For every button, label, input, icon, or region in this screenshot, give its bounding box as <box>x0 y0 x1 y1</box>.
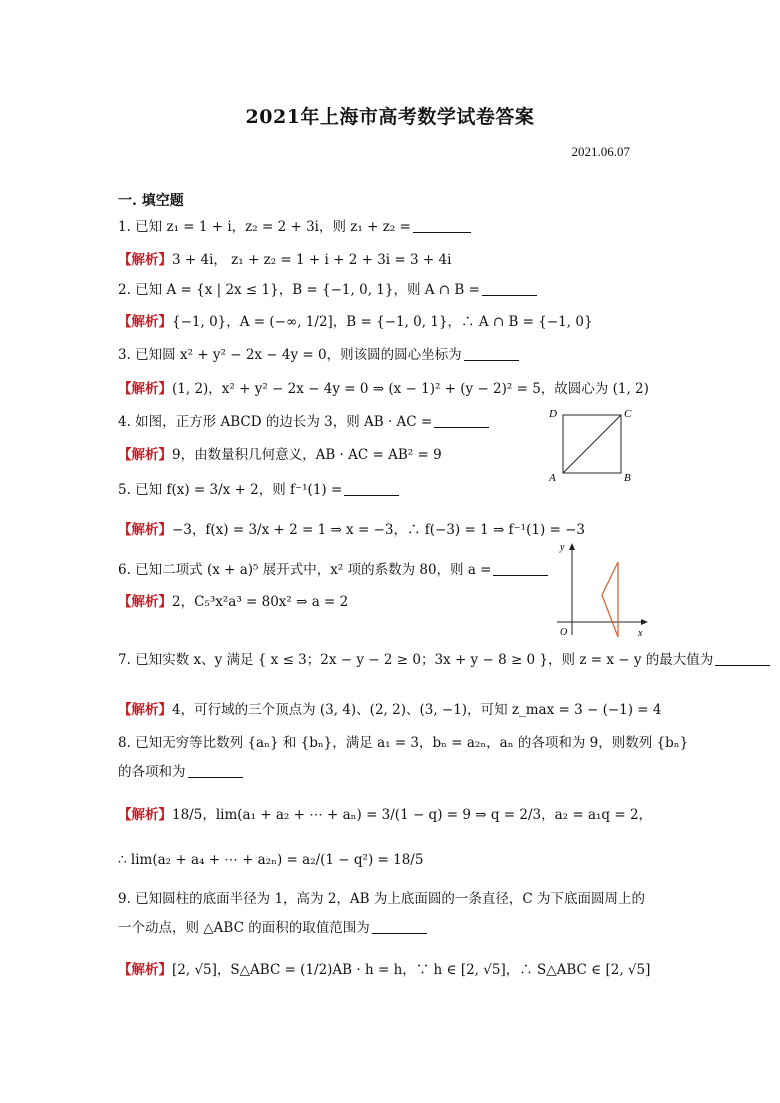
label-c: C <box>624 408 632 420</box>
feasible-region-figure <box>552 540 652 640</box>
answer-3: 【解析】(1, 2)，x² + y² − 2x − 4y = 0 ⇒ (x − 1)² + (y − 2)² = 5，故圆心为 (1, 2) <box>118 381 649 397</box>
question-3: 3. 已知圆 x² + y² − 2x − 4y = 0，则该圆的圆心坐标为 <box>118 345 519 365</box>
question-2: 2. 已知 A = {x | 2x ≤ 1}，B = {−1, 0, 1}，则 A ∩ B = <box>118 280 537 300</box>
page-title: 2021年上海市高考数学试卷答案 <box>245 106 535 128</box>
origin-label: O <box>560 627 568 638</box>
answer-1: 【解析】3 + 4i， z₁ + z₂ = 1 + i + 2 + 3i = 3 + 4i <box>118 252 452 268</box>
diagonal-line <box>563 415 621 473</box>
label-b: B <box>624 472 631 484</box>
question-8-cont: 的各项和为 <box>118 762 243 782</box>
label-a: A <box>549 472 556 484</box>
square-figure <box>545 405 635 485</box>
answer-7: 【解析】4，可行域的三个顶点为 (3, 4)、(2, 2)、(3, −1)，可知 z_max = 3 − (−1) = 4 <box>118 702 662 718</box>
question-1: 1. 已知 z₁ = 1 + i，z₂ = 2 + 3i，则 z₁ + z₂ = <box>118 217 471 237</box>
section-heading: 一. 填空题 <box>118 193 184 209</box>
label-d: D <box>549 408 557 420</box>
answer-8: 【解析】18/5，lim(a₁ + a₂ + ⋯ + aₙ) = 3/(1 − q) = 9 ⇒ q = 2/3，a₂ = a₁q = 2， <box>118 807 653 823</box>
question-9-cont: 一个动点，则 △ABC 的面积的取值范围为 <box>118 918 427 938</box>
answer-2: 【解析】{−1, 0}，A = (−∞, 1/2]，B = {−1, 0, 1}，∴ A ∩ B = {−1, 0} <box>118 314 593 330</box>
axis-y-label: y <box>560 542 565 553</box>
question-8: 8. 已知无穷等比数列 {aₙ} 和 {bₙ}，满足 a₁ = 3，bₙ = a₂ₙ，aₙ 的各项和为 9，则数列 {bₙ} <box>118 735 689 751</box>
question-4: 4. 如图，正方形 ABCD 的边长为 3，则 AB · AC = <box>118 412 489 432</box>
answer-5: 【解析】−3，f(x) = 3/x + 2 = 1 ⇒ x = −3，∴ f(−3) = 1 ⇒ f⁻¹(1) = −3 <box>118 522 586 538</box>
answer-4: 【解析】9，由数量积几何意义，AB · AC = AB² = 9 <box>118 447 442 463</box>
axis-x-label: x <box>638 628 643 639</box>
answer-9: 【解析】[2, √5]，S△ABC = (1/2)AB · h = h，∵ h ∈ [2, √5]，∴ S△ABC ∈ [2, √5] <box>118 962 651 978</box>
answer-8-cont: ∴ lim(a₂ + a₄ + ⋯ + a₂ₙ) = a₂/(1 − q²) = 18/5 <box>118 852 424 868</box>
question-5: 5. 已知 f(x) = 3/x + 2，则 f⁻¹(1) = <box>118 480 399 500</box>
question-7: 7. 已知实数 x、y 满足 { x ≤ 3；2x − y − 2 ≥ 0；3x + y − 8 ≥ 0 }，则 z = x − y 的最大值为 <box>118 650 770 670</box>
question-6: 6. 已知二项式 (x + a)⁵ 展开式中，x² 项的系数为 80，则 a = <box>118 560 548 580</box>
date-label: 2021.06.07 <box>571 144 630 159</box>
question-9: 9. 已知圆柱的底面半径为 1，高为 2，AB 为上底面圆的一条直径，C 为下底面圆周上的 <box>118 891 646 907</box>
answer-6: 【解析】2，C₅³x²a³ = 80x² ⇒ a = 2 <box>118 594 349 610</box>
feasible-triangle <box>602 562 618 637</box>
